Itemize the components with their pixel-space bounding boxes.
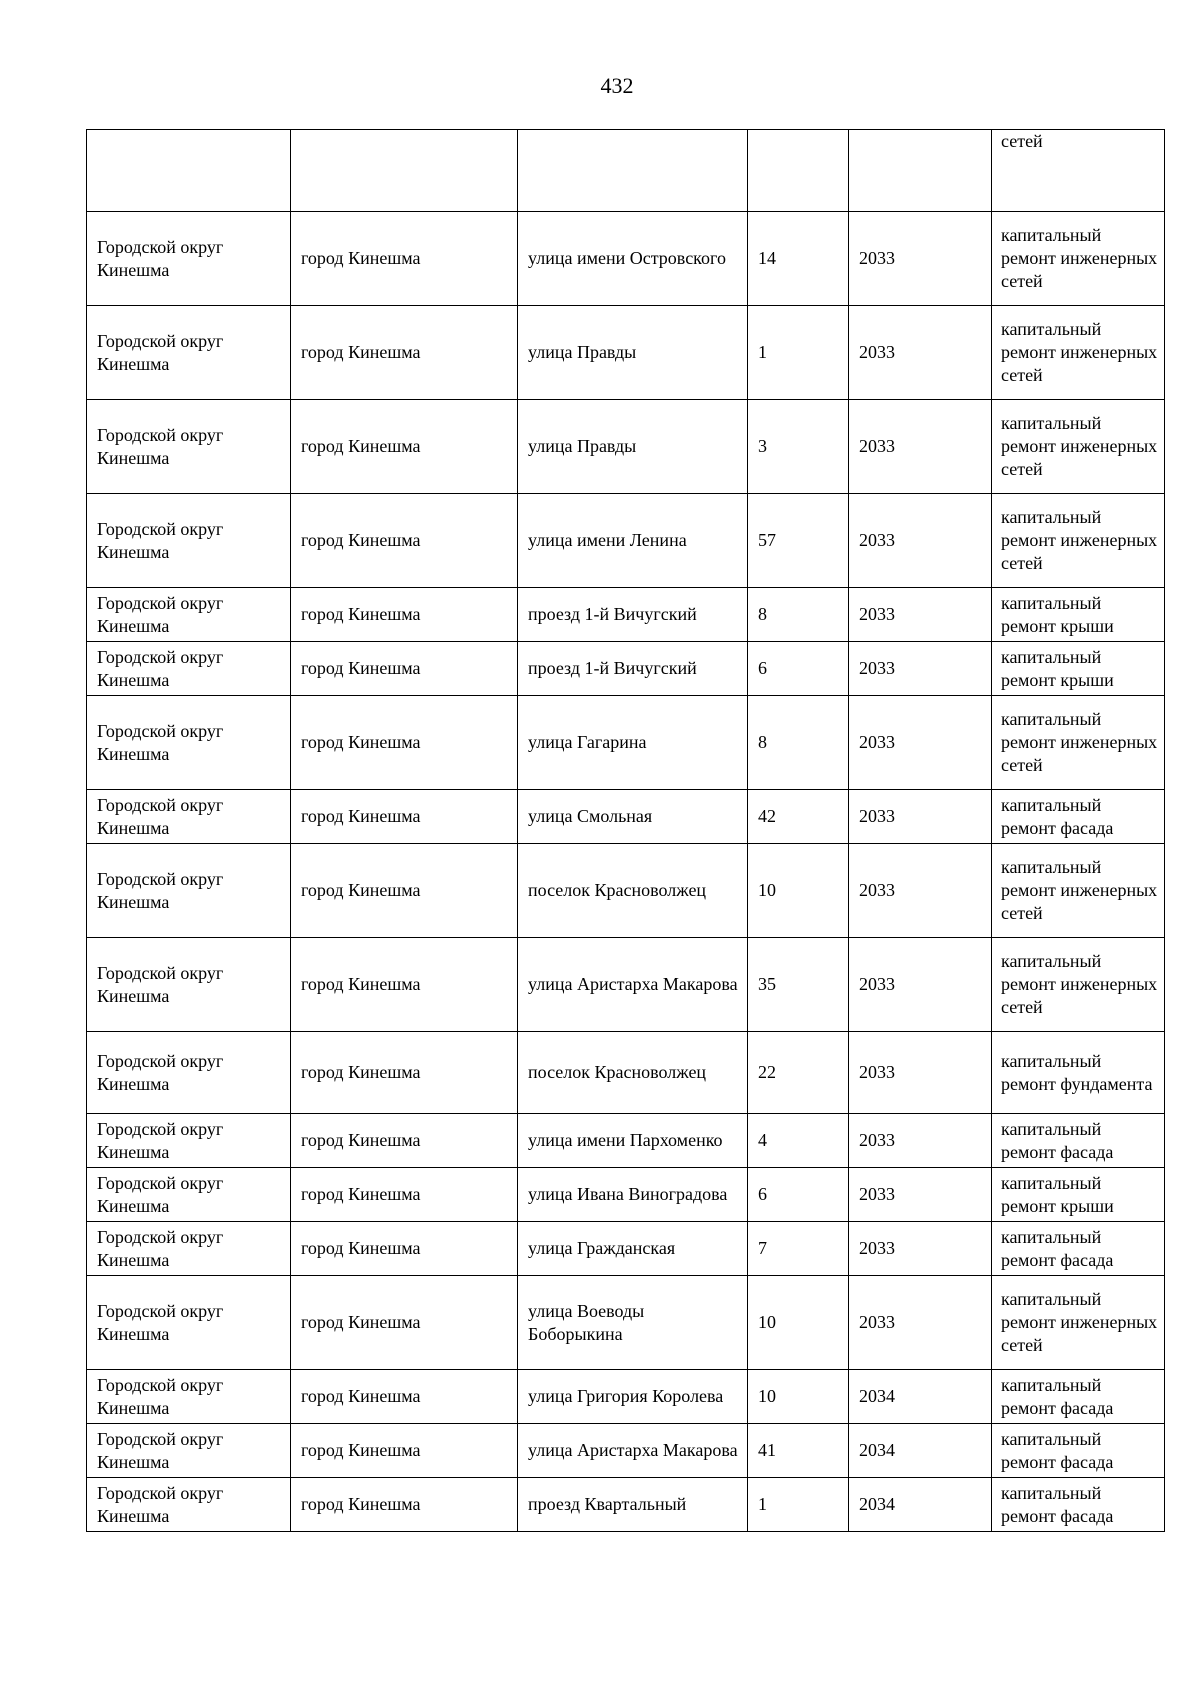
year-cell: 2033 — [849, 1222, 992, 1276]
year-cell: 2033 — [849, 306, 992, 400]
street-cell: улица Аристарха Макарова — [518, 1424, 748, 1478]
year-cell: 2034 — [849, 1478, 992, 1532]
table-row — [87, 212, 1165, 306]
municipality-cell: Городской округ Кинешма — [87, 1114, 291, 1168]
house-number-cell: 10 — [748, 1370, 849, 1424]
street-cell: улица имени Островского — [518, 212, 748, 306]
work-type-cell: капитальный ремонт крыши — [992, 588, 1165, 642]
work-type-cell: капитальный ремонт фасада — [992, 1424, 1165, 1478]
municipality-cell: Городской округ Кинешма — [87, 642, 291, 696]
municipality-cell: Городской округ Кинешма — [87, 1424, 291, 1478]
settlement-cell: город Кинешма — [291, 1168, 518, 1222]
work-type-cell: капитальный ремонт инженерных сетей — [992, 938, 1165, 1032]
work-type-cell: капитальный ремонт крыши — [992, 1168, 1165, 1222]
year-cell: 2033 — [849, 1114, 992, 1168]
settlement-cell: город Кинешма — [291, 1032, 518, 1114]
settlement-cell: город Кинешма — [291, 1276, 518, 1370]
table-row — [87, 1114, 1165, 1168]
municipality-cell: Городской округ Кинешма — [87, 844, 291, 938]
municipality-cell: Городской округ Кинешма — [87, 696, 291, 790]
house-number-cell: 42 — [748, 790, 849, 844]
municipality-cell: Городской округ Кинешма — [87, 588, 291, 642]
house-number-cell: 8 — [748, 588, 849, 642]
house-number-cell: 6 — [748, 1168, 849, 1222]
settlement-cell — [291, 130, 518, 212]
table-body — [87, 130, 1165, 1532]
settlement-cell: город Кинешма — [291, 938, 518, 1032]
house-number-cell: 8 — [748, 696, 849, 790]
house-number-cell: 57 — [748, 494, 849, 588]
house-number-cell: 1 — [748, 306, 849, 400]
municipality-cell: Городской округ Кинешма — [87, 1370, 291, 1424]
street-cell: улица Аристарха Макарова — [518, 938, 748, 1032]
municipality-cell: Городской округ Кинешма — [87, 1478, 291, 1532]
municipality-cell: Городской округ Кинешма — [87, 212, 291, 306]
street-cell: поселок Красноволжец — [518, 844, 748, 938]
street-cell: проезд 1-й Вичугский — [518, 642, 748, 696]
table-row — [87, 400, 1165, 494]
house-number-cell: 3 — [748, 400, 849, 494]
table-row — [87, 790, 1165, 844]
settlement-cell: город Кинешма — [291, 1424, 518, 1478]
house-number-cell: 35 — [748, 938, 849, 1032]
settlement-cell: город Кинешма — [291, 642, 518, 696]
table-row — [87, 494, 1165, 588]
settlement-cell: город Кинешма — [291, 588, 518, 642]
year-cell: 2033 — [849, 1168, 992, 1222]
municipality-cell: Городской округ Кинешма — [87, 1222, 291, 1276]
house-number-cell: 7 — [748, 1222, 849, 1276]
year-cell: 2033 — [849, 400, 992, 494]
page-number: 432 — [600, 73, 634, 98]
street-cell: улица Гражданская — [518, 1222, 748, 1276]
work-type-cell: капитальный ремонт крыши — [992, 642, 1165, 696]
work-type-cell: капитальный ремонт инженерных сетей — [992, 844, 1165, 938]
house-number-cell: 14 — [748, 212, 849, 306]
street-cell: улица Ивана Виноградова — [518, 1168, 748, 1222]
municipality-cell — [87, 130, 291, 212]
settlement-cell: город Кинешма — [291, 1370, 518, 1424]
house-number-cell — [748, 130, 849, 212]
year-cell: 2033 — [849, 494, 992, 588]
table-row — [87, 696, 1165, 790]
work-type-cell: капитальный ремонт инженерных сетей — [992, 212, 1165, 306]
work-type-cell: сетей — [992, 130, 1165, 212]
work-type-cell: капитальный ремонт фундамента — [992, 1032, 1165, 1114]
year-cell: 2034 — [849, 1424, 992, 1478]
municipality-cell: Городской округ Кинешма — [87, 1032, 291, 1114]
municipality-cell: Городской округ Кинешма — [87, 306, 291, 400]
house-number-cell: 6 — [748, 642, 849, 696]
table-row — [87, 1478, 1165, 1532]
settlement-cell: город Кинешма — [291, 1222, 518, 1276]
street-cell — [518, 130, 748, 212]
house-number-cell: 10 — [748, 844, 849, 938]
table-row — [87, 306, 1165, 400]
street-cell: улица имени Пархоменко — [518, 1114, 748, 1168]
year-cell: 2033 — [849, 588, 992, 642]
address-table — [86, 129, 1165, 1532]
street-cell: улица Смольная — [518, 790, 748, 844]
settlement-cell: город Кинешма — [291, 494, 518, 588]
work-type-cell: капитальный ремонт инженерных сетей — [992, 306, 1165, 400]
work-type-cell: капитальный ремонт фасада — [992, 1370, 1165, 1424]
table-row — [87, 1168, 1165, 1222]
municipality-cell: Городской округ Кинешма — [87, 938, 291, 1032]
settlement-cell: город Кинешма — [291, 844, 518, 938]
work-type-cell: капитальный ремонт фасада — [992, 1478, 1165, 1532]
table-row — [87, 642, 1165, 696]
house-number-cell: 10 — [748, 1276, 849, 1370]
settlement-cell: город Кинешма — [291, 400, 518, 494]
year-cell: 2033 — [849, 1032, 992, 1114]
settlement-cell: город Кинешма — [291, 212, 518, 306]
table-row — [87, 938, 1165, 1032]
settlement-cell: город Кинешма — [291, 1114, 518, 1168]
settlement-cell: город Кинешма — [291, 790, 518, 844]
table-row — [87, 844, 1165, 938]
year-cell: 2033 — [849, 212, 992, 306]
municipality-cell: Городской округ Кинешма — [87, 494, 291, 588]
settlement-cell: город Кинешма — [291, 306, 518, 400]
year-cell: 2033 — [849, 1276, 992, 1370]
street-cell: улица Гагарина — [518, 696, 748, 790]
year-cell: 2033 — [849, 938, 992, 1032]
house-number-cell: 41 — [748, 1424, 849, 1478]
table-row — [87, 1032, 1165, 1114]
street-cell: проезд Квартальный — [518, 1478, 748, 1532]
table-row — [87, 588, 1165, 642]
street-cell: улица имени Ленина — [518, 494, 748, 588]
municipality-cell: Городской округ Кинешма — [87, 1168, 291, 1222]
work-type-cell: капитальный ремонт инженерных сетей — [992, 1276, 1165, 1370]
year-cell — [849, 130, 992, 212]
settlement-cell: город Кинешма — [291, 1478, 518, 1532]
street-cell: проезд 1-й Вичугский — [518, 588, 748, 642]
work-type-cell: капитальный ремонт инженерных сетей — [992, 494, 1165, 588]
house-number-cell: 4 — [748, 1114, 849, 1168]
table-row — [87, 1222, 1165, 1276]
house-number-cell: 1 — [748, 1478, 849, 1532]
street-cell: улица Воеводы Боборыкина — [518, 1276, 748, 1370]
street-cell: поселок Красноволжец — [518, 1032, 748, 1114]
street-cell: улица Правды — [518, 306, 748, 400]
table-row — [87, 1424, 1165, 1478]
year-cell: 2034 — [849, 1370, 992, 1424]
year-cell: 2033 — [849, 844, 992, 938]
table-row — [87, 130, 1165, 212]
street-cell: улица Григория Королева — [518, 1370, 748, 1424]
house-number-cell: 22 — [748, 1032, 849, 1114]
settlement-cell: город Кинешма — [291, 696, 518, 790]
work-type-cell: капитальный ремонт инженерных сетей — [992, 400, 1165, 494]
year-cell: 2033 — [849, 642, 992, 696]
street-cell: улица Правды — [518, 400, 748, 494]
municipality-cell: Городской округ Кинешма — [87, 1276, 291, 1370]
work-type-cell: капитальный ремонт фасада — [992, 1114, 1165, 1168]
work-type-cell: капитальный ремонт фасада — [992, 1222, 1165, 1276]
year-cell: 2033 — [849, 790, 992, 844]
table-row — [87, 1276, 1165, 1370]
municipality-cell: Городской округ Кинешма — [87, 790, 291, 844]
work-type-cell: капитальный ремонт фасада — [992, 790, 1165, 844]
year-cell: 2033 — [849, 696, 992, 790]
work-type-cell: капитальный ремонт инженерных сетей — [992, 696, 1165, 790]
table-row — [87, 1370, 1165, 1424]
municipality-cell: Городской округ Кинешма — [87, 400, 291, 494]
